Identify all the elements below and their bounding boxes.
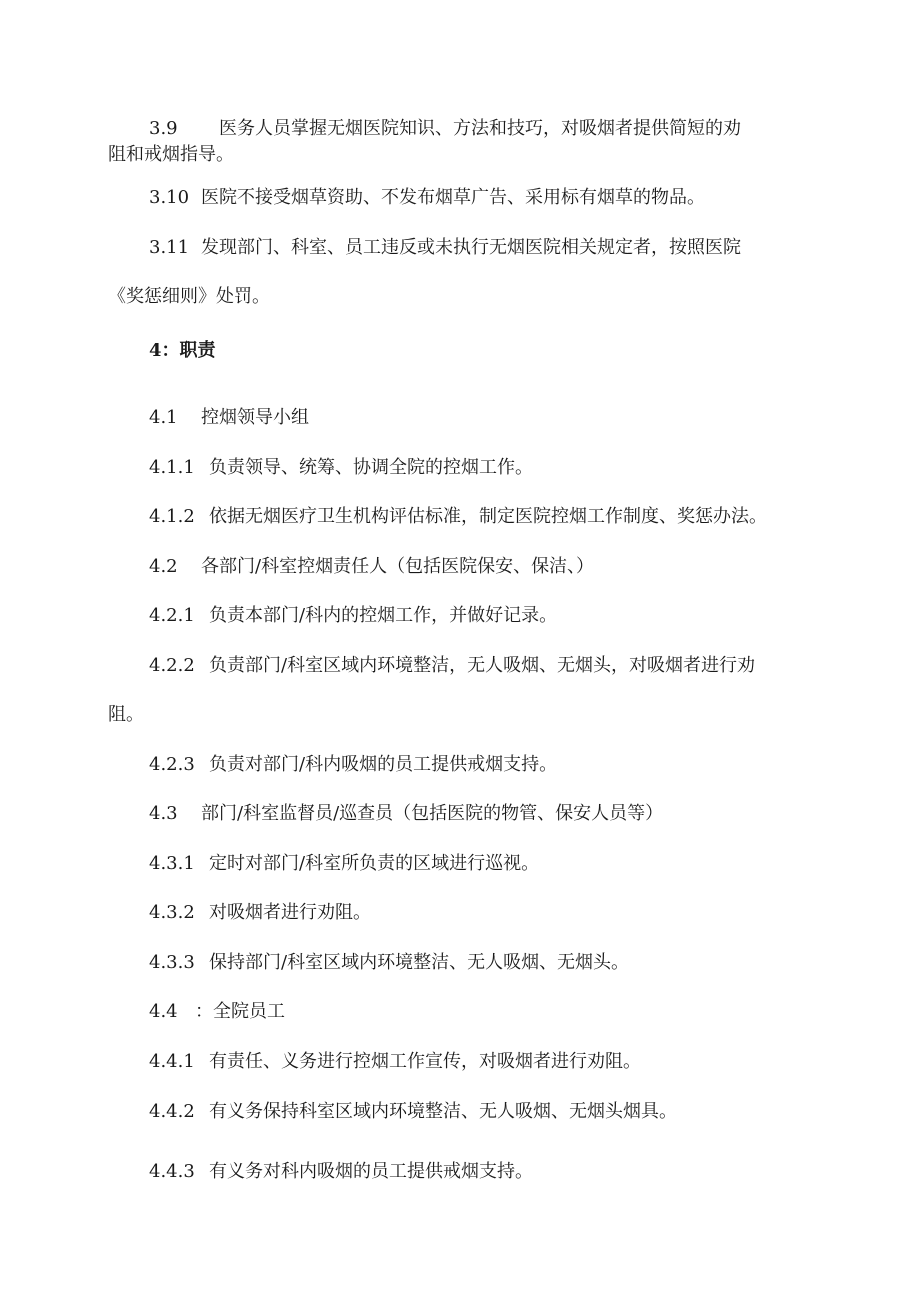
clause-text: 阻和戒烟指导。	[108, 144, 234, 165]
clause-text: 发现部门、科室、员工违反或未执行无烟医院相关规定者，按照医院	[201, 237, 741, 258]
clause-number: 4.4.3	[149, 1161, 195, 1182]
clause-4-1	[149, 406, 820, 430]
clause-3-9	[149, 117, 820, 141]
clause-text: 有义务对科内吸烟的员工提供戒烟支持。	[209, 1161, 533, 1182]
clause-number: 4.2.3	[149, 754, 195, 775]
clause-number: 4.1	[149, 407, 178, 428]
clause-text: ：全院员工	[195, 1001, 285, 1022]
clause-text: 负责领导、统筹、协调全院的控烟工作。	[209, 457, 533, 478]
clause-text: 有责任、义务进行控烟工作宣传，对吸烟者进行劝阻。	[209, 1051, 641, 1072]
clause-4-2-3	[149, 753, 820, 777]
clause-number: 4.2.2	[149, 655, 195, 676]
clause-text: 负责本部门/科内的控烟工作，并做好记录。	[209, 605, 558, 626]
clause-number: 4.3.3	[149, 952, 195, 973]
clause-number: 3.10	[149, 187, 190, 208]
clause-number: 4.4	[149, 1001, 178, 1022]
clause-3-10	[149, 186, 820, 210]
clause-text: 部门/科室监督员/巡查员（包括医院的物管、保安人员等）	[201, 803, 664, 824]
clause-3-11-continuation	[108, 285, 820, 309]
clause-4-4-3	[149, 1160, 820, 1184]
clause-number: 3.9	[149, 118, 178, 139]
clause-4-3	[149, 802, 820, 826]
clause-number: 4.1.1	[149, 457, 195, 478]
clause-4-3-2	[149, 901, 820, 925]
clause-text: 负责部门/科室区域内环境整洁，无人吸烟、无烟头，对吸烟者进行劝	[209, 655, 756, 676]
clause-text: 《奖惩细则》处罚。	[108, 286, 270, 307]
clause-4-1-1	[149, 456, 820, 480]
clause-text: 阻。	[108, 704, 144, 725]
clause-3-9-continuation	[108, 143, 820, 167]
clause-text: 医院不接受烟草资助、不发布烟草广告、采用标有烟草的物品。	[201, 187, 705, 208]
clause-4-3-3	[149, 951, 820, 975]
section-heading-4	[149, 339, 820, 363]
clause-text: 各部门/科室控烟责任人（包括医院保安、保洁、）	[201, 556, 595, 577]
clause-text: 控烟领导小组	[201, 407, 309, 428]
clause-4-2	[149, 555, 820, 579]
clause-text: 负责对部门/科内吸烟的员工提供戒烟支持。	[209, 754, 558, 775]
clause-4-2-2	[149, 654, 820, 678]
clause-text: 对吸烟者进行劝阻。	[209, 902, 371, 923]
clause-4-2-2-continuation	[108, 703, 820, 727]
clause-number: 4.3	[149, 803, 178, 824]
clause-text: 定时对部门/科室所负责的区域进行巡视。	[209, 853, 540, 874]
clause-number: 4.4.1	[149, 1051, 195, 1072]
clause-text: 医务人员掌握无烟医院知识、方法和技巧，对吸烟者提供简短的劝	[219, 118, 741, 139]
clause-number: 4.2.1	[149, 605, 195, 626]
clause-text: 保持部门/科室区域内环境整洁、无人吸烟、无烟头。	[209, 952, 630, 973]
clause-number: 4.3.2	[149, 902, 195, 923]
clause-text: 依据无烟医疗卫生机构评估标准，制定医院控烟工作制度、奖惩办法。	[209, 506, 767, 527]
clause-4-4-2	[149, 1100, 820, 1124]
section-heading-text: 4：职责	[149, 340, 216, 361]
clause-number: 4.1.2	[149, 506, 195, 527]
clause-4-1-2	[149, 505, 820, 529]
clause-number: 4.2	[149, 556, 178, 577]
clause-4-2-1	[149, 604, 820, 628]
clause-number: 3.11	[149, 237, 190, 258]
clause-4-4	[149, 1000, 820, 1024]
clause-4-4-1	[149, 1050, 820, 1074]
clause-number: 4.3.1	[149, 853, 195, 874]
clause-3-11	[149, 236, 820, 260]
clause-4-3-1	[149, 852, 820, 876]
clause-text: 有义务保持科室区域内环境整洁、无人吸烟、无烟头烟具。	[209, 1101, 677, 1122]
clause-number: 4.4.2	[149, 1101, 195, 1122]
